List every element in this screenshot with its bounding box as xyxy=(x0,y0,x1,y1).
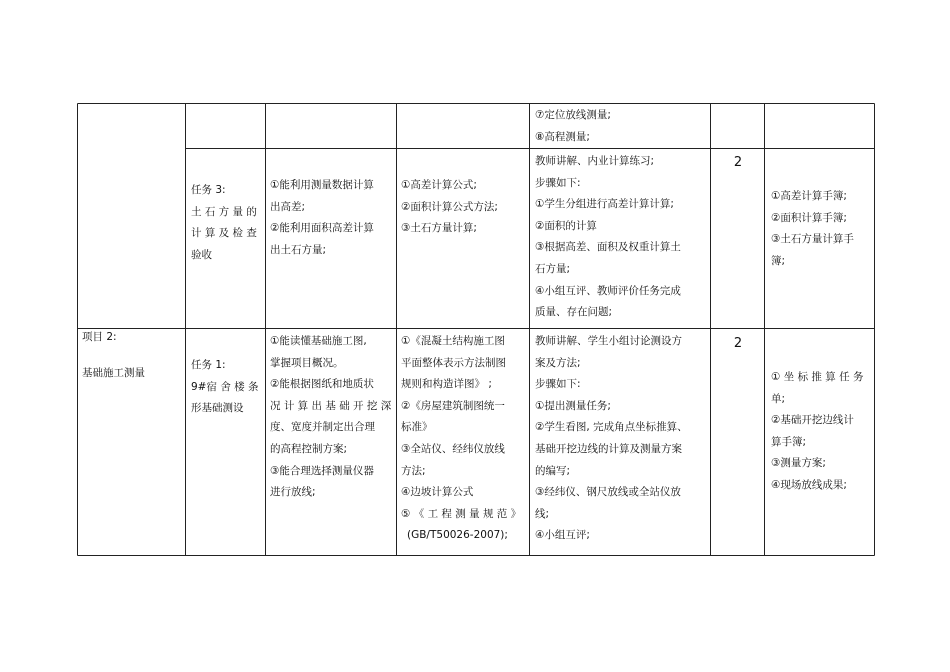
activity-line: 石方量; xyxy=(535,262,571,275)
task-line: 土 石 方 量 的 xyxy=(191,205,257,218)
activity-line: ①学生分组进行高差计算计算; xyxy=(535,198,674,211)
knowledge-line: ⑤ 《 工 程 测 量 规 范 》 xyxy=(401,507,522,520)
task-line: 任务 1: xyxy=(191,359,226,371)
knowledge-line: ①《混凝土结构施工图 xyxy=(401,335,505,347)
activity-line: ⑧高程测量; xyxy=(535,130,590,143)
row2-activity-cell xyxy=(535,331,688,547)
activity-line: ⑦定位放线测量; xyxy=(535,109,611,121)
outcome-line: ③土石方量计算手 xyxy=(771,233,854,246)
outcome-line: 算手簿; xyxy=(771,435,807,448)
activity-line: ④小组互评、教师评价任务完成 xyxy=(535,284,681,297)
task-line: 任务 3: xyxy=(191,184,226,196)
activity-line: ①提出测量任务; xyxy=(535,399,611,412)
ability-line: ②能利用面积高差计算 xyxy=(270,222,374,235)
knowledge-line: ③全站仪、经纬仪放线 xyxy=(401,442,505,455)
outcome-line: 簿; xyxy=(771,254,786,267)
task-line: 9#宿 舍 楼 条 xyxy=(191,380,259,393)
activity-line: 步骤如下: xyxy=(535,176,581,189)
row1-task-cell xyxy=(191,180,257,266)
activity-line: ②面积的计算 xyxy=(535,219,597,232)
row0-activity-cell xyxy=(535,105,611,148)
activity-line: 案及方法; xyxy=(535,356,581,369)
knowledge-line: ②《房屋建筑制图统一 xyxy=(401,399,505,412)
outcome-line: 单; xyxy=(771,392,786,405)
row1-hours: 2 xyxy=(733,155,743,170)
row2-hours: 2 xyxy=(733,336,743,351)
activity-line: ③根据高差、面积及权重计算土 xyxy=(535,241,681,254)
row1-ability-cell xyxy=(270,175,374,261)
knowledge-line: ③土石方量计算; xyxy=(401,222,477,235)
row1-activity-cell xyxy=(535,151,681,324)
activity-line: 基础开挖边线的计算及测量方案 xyxy=(535,442,682,455)
task-line: 计 算 及 检 查 xyxy=(191,227,257,240)
knowledge-line: ②面积计算公式方法; xyxy=(401,200,498,213)
outcome-line: ②基础开挖边线计 xyxy=(771,414,854,427)
activity-line: 步骤如下: xyxy=(535,378,581,391)
activity-line: 的编写; xyxy=(535,464,571,477)
activity-line: ③经纬仪、钢尺放线或全站仪放 xyxy=(535,486,681,499)
activity-line: ④小组互评; xyxy=(535,529,590,542)
project-title: 项目 2: xyxy=(82,331,117,343)
task-line: 形基础测设 xyxy=(191,402,244,415)
knowledge-line: 方法; xyxy=(401,464,426,477)
outcome-line: ②面积计算手簿; xyxy=(771,211,847,224)
outcome-line: ④现场放线成果; xyxy=(771,478,847,491)
knowledge-line: ①高差计算公式; xyxy=(401,179,477,191)
activity-line: 线; xyxy=(535,507,550,520)
row2-task-cell xyxy=(191,355,259,420)
row1-outcome-cell xyxy=(771,186,854,272)
activity-line: ②学生看图, 完成角点坐标推算、 xyxy=(535,421,688,434)
ability-line: 掌握项目概况。 xyxy=(270,356,344,369)
ability-line: ①能利用测量数据计算 xyxy=(270,179,374,191)
ability-line: 度、宽度并制定出合理 xyxy=(270,421,375,434)
row2-outcome-cell xyxy=(771,367,863,497)
ability-line: 的高程控制方案; xyxy=(270,442,348,455)
row2-ability-cell xyxy=(270,331,391,504)
ability-line: 出土石方量; xyxy=(270,243,327,256)
ability-line: 出高差; xyxy=(270,200,306,213)
activity-line: 教师讲解、内业计算练习; xyxy=(535,155,655,167)
activity-line: 质量、存在问题; xyxy=(535,306,613,319)
knowledge-line: 标准》 xyxy=(401,421,433,434)
task-line: 验收 xyxy=(191,248,212,261)
outcome-line: ①高差计算手簿; xyxy=(771,190,847,202)
row1-knowledge-cell xyxy=(401,175,498,240)
ability-line: 况 计 算 出 基 础 开 挖 深 xyxy=(270,399,392,412)
project-name: 基础施工测量 xyxy=(82,366,145,379)
ability-line: ②能根据图纸和地质状 xyxy=(270,378,374,391)
knowledge-line: 规则和构造详图》 ; xyxy=(401,378,492,391)
knowledge-line: ④边坡计算公式 xyxy=(401,486,474,499)
outcome-line: ① 坐 标 推 算 任 务 xyxy=(771,371,864,383)
ability-line: ①能读懂基础施工图, xyxy=(270,335,367,347)
ability-line: ③能合理选择测量仪器 xyxy=(270,464,374,477)
row2-project-cell xyxy=(82,327,145,384)
ability-line: 进行放线; xyxy=(270,486,316,499)
knowledge-line: 平面整体表示方法制图 xyxy=(401,356,506,369)
outcome-line: ③测量方案; xyxy=(771,457,826,470)
row2-knowledge-cell xyxy=(401,331,521,547)
activity-line: 教师讲解、学生小组讨论测设方 xyxy=(535,335,682,347)
knowledge-line: (GB/T50026-2007); xyxy=(407,529,508,542)
